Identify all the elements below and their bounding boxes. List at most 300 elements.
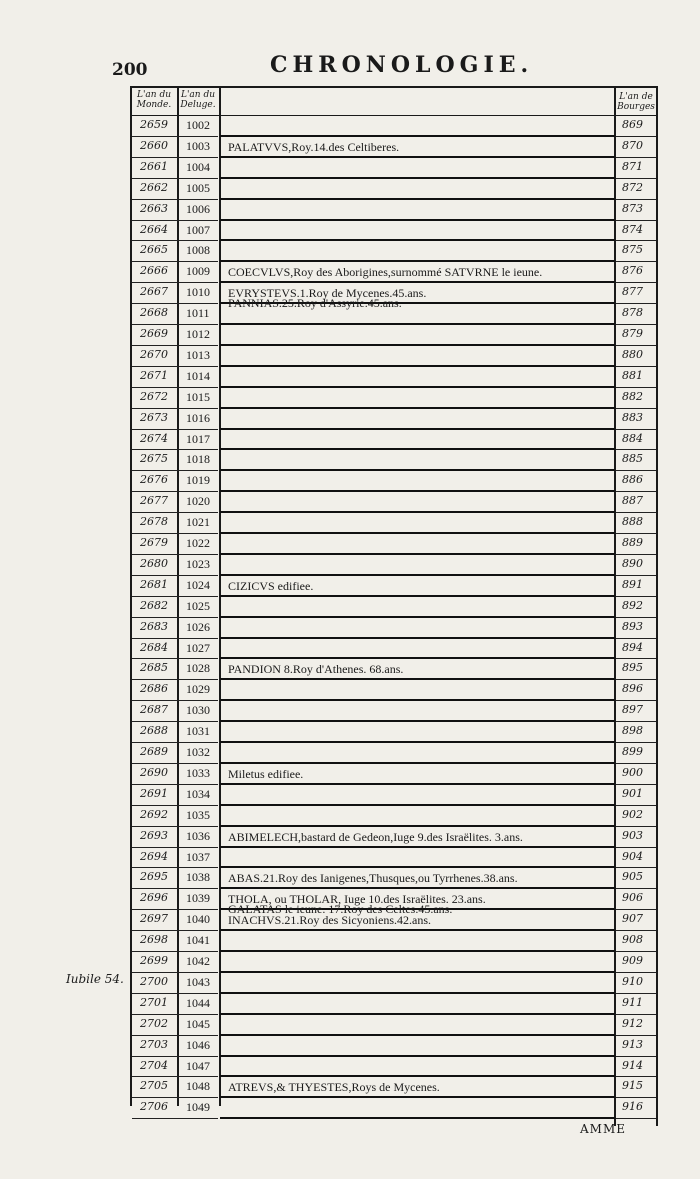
event-entry: ABAS.21.Roy des Ianigenes,Thusques,ou Tyrrhenes.38.ans. — [228, 871, 518, 886]
deluge-year-cell: 1008 — [186, 243, 210, 258]
row-rule — [132, 1035, 218, 1036]
bourges-year-cell: 887 — [622, 494, 643, 508]
world-year-cell: 2680 — [140, 556, 168, 570]
row-rule — [132, 1118, 218, 1119]
deluge-year-cell: 1003 — [186, 138, 210, 153]
row-rule — [132, 429, 218, 430]
event-row-rule — [220, 866, 615, 868]
world-year-cell: 2687 — [140, 703, 168, 717]
bourges-year-cell: 871 — [622, 159, 643, 173]
bourges-year-cell: 897 — [622, 703, 643, 717]
row-rule — [616, 136, 656, 137]
bourges-year-cell: 883 — [622, 410, 643, 424]
row-rule — [132, 993, 218, 994]
row-rule — [616, 575, 656, 576]
row-rule — [616, 1118, 656, 1119]
bourges-year-cell: 913 — [622, 1037, 643, 1051]
row-rule — [132, 784, 218, 785]
world-year-cell: 2701 — [140, 995, 168, 1009]
event-row-rule — [220, 616, 615, 618]
bourges-year-cell: 916 — [622, 1100, 643, 1114]
row-rule — [132, 324, 218, 325]
deluge-year-cell: 1007 — [186, 222, 210, 237]
row-rule — [616, 429, 656, 430]
event-entry: PALATVVS,Roy.14.des Celtiberes. — [228, 139, 400, 154]
world-year-cell: 2663 — [140, 201, 168, 215]
event-row-rule — [220, 699, 615, 701]
deluge-year-cell: 1024 — [186, 577, 210, 592]
row-rule — [616, 512, 656, 513]
world-year-cell: 2662 — [140, 180, 168, 194]
world-year-cell: 2676 — [140, 473, 168, 487]
event-row-rule — [220, 637, 615, 639]
event-row-rule — [220, 490, 615, 492]
bourges-year-cell: 881 — [622, 368, 643, 382]
deluge-year-cell: 1045 — [186, 1016, 210, 1031]
row-rule — [132, 972, 218, 973]
world-year-cell: 2675 — [140, 452, 168, 466]
deluge-year-cell: 1041 — [186, 933, 210, 948]
page-number: 200 — [112, 60, 148, 80]
event-row-rule — [220, 1034, 615, 1036]
row-rule — [132, 826, 218, 827]
row-rule — [132, 847, 218, 848]
world-year-cell: 2665 — [140, 243, 168, 257]
world-year-cell: 2660 — [140, 138, 168, 152]
row-rule — [616, 763, 656, 764]
bourges-year-cell: 896 — [622, 682, 643, 696]
bourges-year-cell: 906 — [622, 891, 643, 905]
row-rule — [132, 408, 218, 409]
event-row-rule — [220, 657, 615, 659]
event-row-rule — [220, 428, 615, 430]
row-rule — [616, 1035, 656, 1036]
event-row-rule — [220, 720, 615, 722]
row-rule — [132, 345, 218, 346]
world-year-cell: 2698 — [140, 933, 168, 947]
row-rule — [616, 993, 656, 994]
world-year-cell: 2667 — [140, 285, 168, 299]
event-row-rule — [220, 469, 615, 471]
deluge-year-cell: 1036 — [186, 828, 210, 843]
col-rule-right — [656, 86, 658, 1126]
header-world-year: L'an du Monde. — [136, 90, 172, 110]
deluge-year-cell: 1047 — [186, 1058, 210, 1073]
row-rule — [616, 387, 656, 388]
row-rule — [132, 951, 218, 952]
row-rule — [616, 638, 656, 639]
row-rule — [132, 1097, 218, 1098]
world-year-cell: 2677 — [140, 494, 168, 508]
deluge-year-cell: 1013 — [186, 347, 210, 362]
row-rule — [132, 888, 218, 889]
bourges-year-cell: 904 — [622, 849, 643, 863]
row-rule — [616, 220, 656, 221]
deluge-year-cell: 1029 — [186, 682, 210, 697]
bourges-year-cell: 901 — [622, 786, 643, 800]
row-rule — [616, 679, 656, 680]
row-rule — [616, 1097, 656, 1098]
bourges-year-cell: 869 — [622, 118, 643, 131]
row-rule — [616, 721, 656, 722]
deluge-year-cell: 1012 — [186, 327, 210, 341]
bourges-year-cell: 870 — [622, 138, 643, 152]
world-year-cell: 2694 — [140, 849, 168, 863]
event-row-rule — [220, 846, 615, 848]
bourges-year-cell: 909 — [622, 954, 643, 967]
event-row-rule — [220, 1013, 615, 1015]
deluge-year-cell: 1016 — [186, 410, 210, 425]
world-year-cell: 2689 — [140, 745, 168, 758]
bourges-year-cell: 914 — [622, 1058, 643, 1072]
world-year-cell: 2706 — [140, 1100, 168, 1114]
event-row-rule — [220, 386, 615, 388]
event-row-rule — [220, 407, 615, 409]
row-rule — [616, 1056, 656, 1057]
row-rule — [132, 930, 218, 931]
row-rule — [132, 449, 218, 450]
world-year-cell: 2699 — [140, 954, 168, 967]
event-row-rule — [220, 992, 615, 994]
deluge-year-cell: 1038 — [186, 870, 210, 885]
world-year-cell: 2697 — [140, 912, 168, 926]
event-entry: ABIMELECH,bastard de Gedeon,Iuge 9.des Israëlites. 3.ans. — [228, 829, 523, 844]
event-row-rule — [220, 323, 615, 325]
world-year-cell: 2691 — [140, 786, 168, 800]
bourges-year-cell: 885 — [622, 452, 643, 466]
row-rule — [132, 805, 218, 806]
event-entry: INACHVS.21.Roy des Sicyoniens.42.ans. — [228, 913, 431, 928]
row-rule — [616, 408, 656, 409]
row-rule — [616, 1014, 656, 1015]
row-rule — [132, 136, 218, 137]
bourges-year-cell: 877 — [622, 285, 643, 299]
deluge-year-cell: 1033 — [186, 765, 210, 780]
world-year-cell: 2693 — [140, 828, 168, 842]
event-row-rule — [220, 260, 615, 262]
event-entry: Miletus edifiee. — [228, 766, 304, 781]
world-year-cell: 2668 — [140, 306, 168, 320]
bourges-year-cell: 903 — [622, 828, 643, 842]
row-rule — [132, 261, 218, 262]
deluge-year-cell: 1021 — [186, 515, 210, 530]
row-rule — [616, 658, 656, 659]
event-row-rule — [220, 198, 615, 200]
event-row-rule — [220, 929, 615, 931]
world-year-cell: 2679 — [140, 536, 168, 549]
deluge-year-cell: 1023 — [186, 556, 210, 571]
bourges-year-cell: 894 — [622, 640, 643, 654]
header-deluge-year: L'an du Deluge. — [180, 90, 216, 110]
row-rule — [616, 240, 656, 241]
row-rule — [132, 303, 218, 304]
deluge-year-cell: 1014 — [186, 368, 210, 383]
world-year-cell: 2705 — [140, 1079, 168, 1093]
event-row-rule — [220, 1117, 615, 1119]
row-rule — [616, 951, 656, 952]
row-rule — [132, 1014, 218, 1015]
world-year-cell: 2688 — [140, 724, 168, 738]
world-year-cell: 2702 — [140, 1016, 168, 1030]
row-rule — [616, 700, 656, 701]
event-row-rule — [220, 553, 615, 555]
row-rule — [132, 533, 218, 534]
bourges-year-cell: 884 — [622, 431, 643, 445]
event-entry: THOLA, ou THOLAR, Iuge 10.des Israëlites. 23.ans. — [228, 892, 486, 907]
world-year-cell: 2674 — [140, 431, 168, 445]
row-rule — [616, 554, 656, 555]
row-rule — [132, 491, 218, 492]
deluge-year-cell: 1025 — [186, 598, 210, 613]
world-year-cell: 2682 — [140, 598, 168, 612]
row-rule — [132, 554, 218, 555]
row-rule — [132, 763, 218, 764]
event-row-rule — [220, 887, 615, 889]
row-rule — [132, 199, 218, 200]
event-entry: PANNIAS.25.Roy d'Assyrie.45.ans. — [228, 296, 402, 311]
deluge-year-cell: 1015 — [186, 389, 210, 404]
deluge-year-cell: 1002 — [186, 118, 210, 132]
world-year-cell: 2670 — [140, 347, 168, 361]
row-rule — [616, 784, 656, 785]
deluge-year-cell: 1022 — [186, 536, 210, 550]
deluge-year-cell: 1039 — [186, 891, 210, 906]
row-rule — [132, 178, 218, 179]
bourges-year-cell: 902 — [622, 807, 643, 821]
world-year-cell: 2695 — [140, 870, 168, 884]
row-rule — [132, 470, 218, 471]
bourges-year-cell: 889 — [622, 536, 643, 549]
world-year-cell: 2661 — [140, 159, 168, 173]
bourges-year-cell: 875 — [622, 243, 643, 257]
row-rule — [616, 261, 656, 262]
row-rule — [132, 700, 218, 701]
row-rule — [132, 366, 218, 367]
row-rule — [616, 867, 656, 868]
deluge-year-cell: 1018 — [186, 452, 210, 467]
table-header-rule — [130, 115, 658, 116]
world-year-cell: 2684 — [140, 640, 168, 654]
row-rule — [616, 324, 656, 325]
row-rule — [132, 721, 218, 722]
row-rule — [616, 345, 656, 346]
deluge-year-cell: 1037 — [186, 849, 210, 864]
row-rule — [132, 617, 218, 618]
world-year-cell: 2659 — [140, 118, 168, 131]
row-rule — [616, 596, 656, 597]
event-row-rule — [220, 950, 615, 952]
row-rule — [132, 157, 218, 158]
row-rule — [616, 178, 656, 179]
event-row-rule — [220, 595, 615, 597]
deluge-year-cell: 1017 — [186, 431, 210, 446]
world-year-cell: 2671 — [140, 368, 168, 382]
world-year-cell: 2686 — [140, 682, 168, 696]
world-year-cell: 2700 — [140, 974, 168, 988]
event-row-rule — [220, 804, 615, 806]
row-rule — [616, 533, 656, 534]
row-rule — [132, 240, 218, 241]
world-year-cell: 2696 — [140, 891, 168, 905]
deluge-year-cell: 1044 — [186, 995, 210, 1010]
bourges-year-cell: 882 — [622, 389, 643, 403]
event-row-rule — [220, 825, 615, 827]
deluge-year-cell: 1040 — [186, 912, 210, 927]
row-rule — [616, 366, 656, 367]
row-rule — [616, 157, 656, 158]
event-row-rule — [220, 971, 615, 973]
row-rule — [616, 303, 656, 304]
event-entry: GALATAS le ieune. 17.Roy des Celtes.45.ans. — [228, 902, 453, 917]
deluge-year-cell: 1043 — [186, 974, 210, 989]
deluge-year-cell: 1019 — [186, 473, 210, 488]
bourges-year-cell: 895 — [622, 661, 643, 675]
event-row-rule — [220, 511, 615, 513]
event-row-rule — [220, 365, 615, 367]
event-row-rule — [220, 1055, 615, 1057]
row-rule — [132, 909, 218, 910]
bourges-year-cell: 907 — [622, 912, 643, 926]
world-year-cell: 2681 — [140, 577, 168, 591]
row-rule — [616, 847, 656, 848]
bourges-year-cell: 886 — [622, 473, 643, 487]
row-rule — [616, 972, 656, 973]
world-year-cell: 2666 — [140, 264, 168, 278]
row-rule — [616, 742, 656, 743]
bourges-year-cell: 905 — [622, 870, 643, 884]
event-row-rule — [220, 177, 615, 179]
row-rule — [132, 282, 218, 283]
world-year-cell: 2690 — [140, 765, 168, 779]
bourges-year-cell: 893 — [622, 619, 643, 633]
bourges-year-cell: 910 — [622, 974, 643, 988]
event-row-rule — [220, 448, 615, 450]
event-row-rule — [220, 762, 615, 764]
deluge-year-cell: 1048 — [186, 1079, 210, 1094]
deluge-year-cell: 1010 — [186, 285, 210, 300]
row-rule — [132, 679, 218, 680]
deluge-year-cell: 1011 — [186, 306, 210, 321]
event-row-rule — [220, 281, 615, 283]
row-rule — [616, 449, 656, 450]
event-entry: PANDION 8.Roy d'Athenes. 68.ans. — [228, 662, 404, 677]
world-year-cell: 2672 — [140, 389, 168, 403]
bourges-year-cell: 876 — [622, 264, 643, 278]
world-year-cell: 2683 — [140, 619, 168, 633]
row-rule — [616, 1076, 656, 1077]
world-year-cell: 2703 — [140, 1037, 168, 1051]
deluge-year-cell: 1020 — [186, 494, 210, 509]
row-rule — [616, 909, 656, 910]
world-year-cell: 2685 — [140, 661, 168, 675]
deluge-year-cell: 1034 — [186, 786, 210, 801]
row-rule — [132, 742, 218, 743]
event-row-rule — [220, 741, 615, 743]
row-rule — [132, 867, 218, 868]
event-row-rule — [220, 239, 615, 241]
bourges-year-cell: 892 — [622, 598, 643, 612]
event-row-rule — [220, 678, 615, 680]
row-rule — [616, 826, 656, 827]
world-year-cell: 2669 — [140, 327, 168, 340]
world-year-cell: 2704 — [140, 1058, 168, 1072]
world-year-cell: 2692 — [140, 807, 168, 821]
row-rule — [616, 282, 656, 283]
deluge-year-cell: 1042 — [186, 954, 210, 968]
header-bourges-year: L'an de Bourges — [617, 92, 655, 112]
event-entry: EVRYSTEVS.1.Roy de Mycenes.45.ans. — [228, 286, 427, 301]
row-rule — [132, 575, 218, 576]
row-rule — [132, 658, 218, 659]
world-year-cell: 2664 — [140, 222, 168, 236]
deluge-year-cell: 1049 — [186, 1100, 210, 1115]
bourges-year-cell: 880 — [622, 347, 643, 361]
row-rule — [132, 512, 218, 513]
bourges-year-cell: 911 — [622, 995, 643, 1009]
deluge-year-cell: 1005 — [186, 180, 210, 195]
deluge-year-cell: 1030 — [186, 703, 210, 718]
event-entry: CIZICVS edifiee. — [228, 578, 314, 593]
event-row-rule — [220, 344, 615, 346]
margin-note: Iubile 54. — [66, 972, 124, 986]
row-rule — [132, 638, 218, 639]
bourges-year-cell: 878 — [622, 306, 643, 320]
event-entry: ATREVS,& THYESTES,Roys de Mycenes. — [228, 1080, 440, 1095]
event-row-rule — [220, 219, 615, 221]
event-row-rule — [220, 135, 615, 137]
row-rule — [132, 387, 218, 388]
row-rule — [132, 596, 218, 597]
world-year-cell: 2678 — [140, 515, 168, 529]
event-row-rule — [220, 1075, 615, 1077]
bourges-year-cell: 912 — [622, 1016, 643, 1030]
bourges-year-cell: 872 — [622, 180, 643, 194]
page-title: CHRONOLOGIE. — [270, 52, 534, 78]
deluge-year-cell: 1046 — [186, 1037, 210, 1052]
bourges-year-cell: 898 — [622, 724, 643, 738]
deluge-year-cell: 1032 — [186, 745, 210, 759]
deluge-year-cell: 1004 — [186, 159, 210, 174]
deluge-year-cell: 1027 — [186, 640, 210, 655]
row-rule — [132, 1076, 218, 1077]
deluge-year-cell: 1026 — [186, 619, 210, 634]
event-entry: COECVLVS,Roy des Aborigines,surnommé SATVRNE le ieune. — [228, 265, 543, 280]
bourges-year-cell: 900 — [622, 765, 643, 779]
row-rule — [616, 888, 656, 889]
catchword: AMME — [580, 1122, 626, 1136]
bourges-year-cell: 873 — [622, 201, 643, 215]
bourges-year-cell: 874 — [622, 222, 643, 236]
bourges-year-cell: 891 — [622, 577, 643, 591]
event-row-rule — [220, 574, 615, 576]
row-rule — [616, 470, 656, 471]
bourges-year-cell: 890 — [622, 556, 643, 570]
row-rule — [132, 220, 218, 221]
row-rule — [616, 491, 656, 492]
event-row-rule — [220, 156, 615, 158]
bourges-year-cell: 908 — [622, 933, 643, 947]
bourges-year-cell: 879 — [622, 327, 643, 340]
table-top-rule — [130, 86, 658, 88]
event-row-rule — [220, 532, 615, 534]
event-row-rule — [220, 783, 615, 785]
deluge-year-cell: 1009 — [186, 264, 210, 279]
deluge-year-cell: 1028 — [186, 661, 210, 676]
row-rule — [616, 930, 656, 931]
row-rule — [616, 805, 656, 806]
bourges-year-cell: 888 — [622, 515, 643, 529]
row-rule — [132, 1056, 218, 1057]
